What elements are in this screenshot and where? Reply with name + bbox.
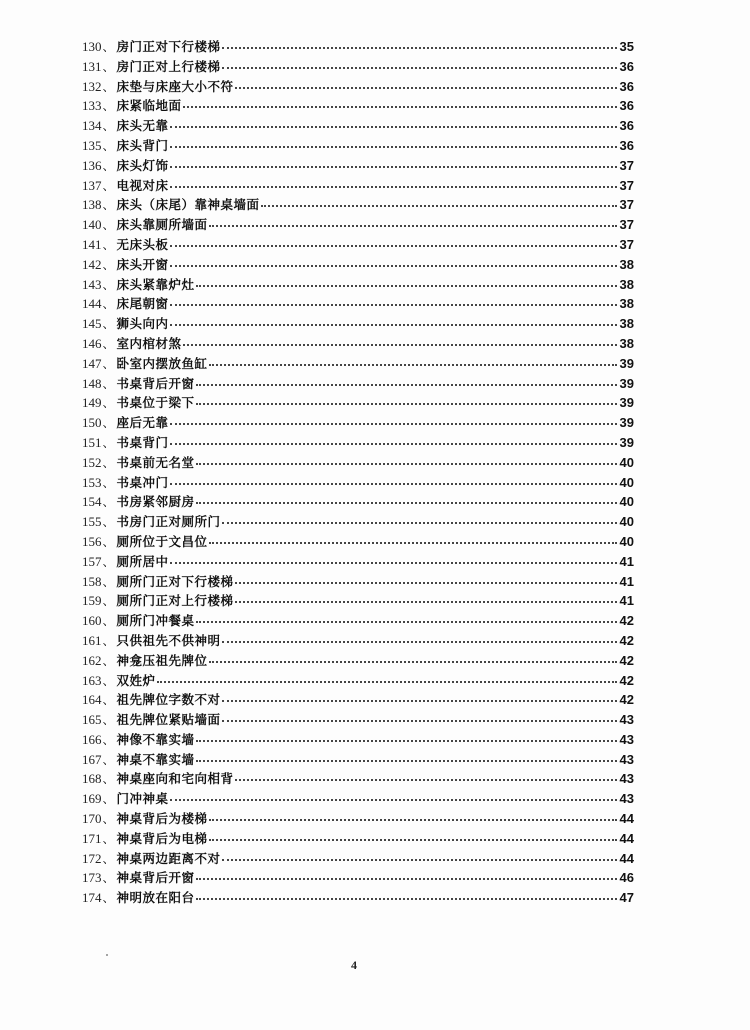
- toc-entry-title: 书桌背门: [116, 434, 169, 450]
- toc-entry-separator: 、: [102, 772, 115, 787]
- toc-entry-number: 154: [82, 494, 102, 510]
- dot-leader: [235, 570, 617, 584]
- toc-entry-separator: 、: [102, 831, 115, 846]
- toc-entry-title: 房门正对下行楼梯: [116, 39, 221, 54]
- dot-leader: [170, 233, 617, 247]
- toc-entry-number: 172: [82, 850, 102, 866]
- toc-entry-page: 41: [619, 593, 634, 609]
- dot-leader: [235, 75, 617, 89]
- toc-entry-title: 室内棺材煞: [116, 335, 182, 351]
- toc-entry-number: 157: [82, 553, 102, 569]
- toc-entry-title: 双姓炉: [116, 672, 156, 688]
- toc-entry-separator: 、: [102, 396, 115, 411]
- dot-leader: [209, 352, 617, 366]
- dot-leader: [222, 847, 617, 861]
- dot-leader: [209, 649, 617, 663]
- dot-leader: [196, 866, 617, 880]
- toc-entry-number: 153: [82, 474, 102, 490]
- dot-leader: [196, 490, 617, 504]
- toc-entry-separator: 、: [102, 554, 115, 569]
- toc-entry-separator: 、: [102, 356, 115, 371]
- toc-entry-number: 142: [82, 256, 102, 272]
- toc-entry-separator: 、: [102, 119, 115, 134]
- toc-entry-number: 167: [82, 751, 102, 767]
- dot-leader: [170, 471, 617, 485]
- toc-entry-separator: 、: [102, 99, 115, 114]
- toc-entry-separator: 、: [102, 40, 115, 54]
- toc-entry-page: 42: [619, 672, 634, 688]
- toc-entry-separator: 、: [102, 257, 115, 272]
- toc-entry-separator: 、: [102, 871, 115, 886]
- toc-entry-number: 133: [82, 98, 102, 114]
- toc-entry-number: 156: [82, 533, 102, 549]
- toc-entry-page: 41: [619, 553, 634, 569]
- toc-entry-page: 36: [619, 58, 634, 74]
- toc-entry-title: 神龛压祖先牌位: [116, 652, 208, 668]
- toc-entry-title: 卧室内摆放鱼缸: [116, 355, 208, 371]
- dot-leader: [170, 154, 617, 168]
- toc-entry-page: 40: [619, 494, 634, 510]
- toc-entry-title: 厕所门正对下行楼梯: [116, 573, 234, 589]
- toc-entry-title: 床头开窗: [116, 256, 169, 272]
- toc-entry-number: 150: [82, 415, 102, 431]
- toc-entry-page: 39: [619, 375, 634, 391]
- dot-leader: [235, 589, 617, 603]
- toc-entry-separator: 、: [102, 277, 115, 292]
- dot-leader: [196, 451, 617, 465]
- toc-entry-separator: 、: [102, 376, 115, 391]
- toc-entry-title: 床头靠厕所墙面: [116, 217, 208, 233]
- toc-entry-title: 门冲神桌: [116, 791, 169, 807]
- toc-entry-title: 神桌不靠实墙: [116, 751, 195, 767]
- toc-entry-separator: 、: [102, 851, 115, 866]
- toc-entry-page: 43: [619, 712, 634, 728]
- toc-entry-separator: 、: [102, 812, 115, 827]
- toc-entry-title: 祖先牌位字数不对: [116, 692, 221, 708]
- dot-leader: [170, 292, 617, 306]
- toc-entry-page: 38: [619, 276, 634, 292]
- toc-entry-page: 39: [619, 415, 634, 431]
- toc-entry-separator: 、: [102, 633, 115, 648]
- toc-entry-title: 床紧临地面: [116, 98, 182, 114]
- toc-entry-separator: 、: [102, 792, 115, 807]
- toc-entry-number: 161: [82, 632, 102, 648]
- toc-entry-number: 132: [82, 78, 102, 94]
- toc-entry-separator: 、: [102, 138, 115, 153]
- toc-entry-title: 神桌座向和宅向相背: [116, 771, 234, 787]
- toc-entry-title: 神桌背后为电梯: [116, 830, 208, 846]
- toc-entry-title: 厕所位于文昌位: [116, 533, 208, 549]
- dot-leader: [170, 174, 617, 188]
- toc-entry-title: 床头紧靠炉灶: [116, 276, 195, 292]
- toc-entry-title: 神桌两边距离不对: [116, 850, 221, 866]
- dot-leader: [196, 609, 617, 623]
- toc-entry-separator: 、: [102, 237, 115, 252]
- toc-entry-separator: 、: [102, 653, 115, 668]
- toc-entry-page: 42: [619, 692, 634, 708]
- toc-entry-number: 130: [82, 39, 102, 54]
- toc-entry-number: 168: [82, 771, 102, 787]
- dot-leader: [222, 35, 617, 49]
- table-of-contents: [82, 37, 634, 908]
- toc-entry-separator: 、: [102, 336, 115, 351]
- toc-entry-page: 43: [619, 751, 634, 767]
- dot-leader: [170, 253, 617, 267]
- dot-leader: [196, 372, 617, 386]
- toc-entry-page: 38: [619, 335, 634, 351]
- toc-entry-page: 40: [619, 533, 634, 549]
- toc-entry-number: 174: [82, 890, 102, 906]
- toc-entry-title: 书房门正对厕所门: [116, 514, 221, 530]
- toc-entry-page: 46: [619, 870, 634, 886]
- toc-entry-number: 151: [82, 434, 102, 450]
- toc-entry-number: 152: [82, 454, 102, 470]
- dot-leader: [222, 708, 617, 722]
- toc-entry-page: 47: [619, 890, 634, 906]
- toc-entry-page: 42: [619, 632, 634, 648]
- toc-entry-page: 44: [619, 830, 634, 846]
- toc-entry-title: 无床头板: [116, 236, 169, 252]
- toc-entry-separator: 、: [102, 178, 115, 193]
- toc-entry-separator: 、: [102, 673, 115, 688]
- toc-entry-page: 42: [619, 613, 634, 629]
- toc-entry-number: 146: [82, 335, 102, 351]
- toc-entry-page: 44: [619, 811, 634, 827]
- toc-entry-number: 141: [82, 236, 102, 252]
- toc-entry-page: 43: [619, 731, 634, 747]
- toc-entry-title: 书桌前无名堂: [116, 454, 195, 470]
- toc-entry-page: 43: [619, 771, 634, 787]
- dot-leader: [183, 94, 617, 108]
- toc-entry-page: 39: [619, 434, 634, 450]
- toc-entry-separator: 、: [102, 475, 115, 490]
- toc-entry-page: 39: [619, 395, 634, 411]
- toc-entry-page: 37: [619, 197, 634, 213]
- toc-entry-number: 165: [82, 712, 102, 728]
- dot-leader: [170, 550, 617, 564]
- toc-entry-page: 39: [619, 355, 634, 371]
- toc-entry-title: 电视对床: [116, 177, 169, 193]
- toc-entry-separator: 、: [102, 455, 115, 470]
- toc-entry-separator: 、: [102, 158, 115, 173]
- toc-entry-number: 148: [82, 375, 102, 391]
- toc-entry-title: 房门正对上行楼梯: [116, 58, 221, 74]
- dot-leader: [222, 688, 617, 702]
- dot-leader: [235, 767, 617, 781]
- toc-entry-title: 床头（床尾）靠神桌墙面: [116, 197, 260, 213]
- toc-entry-separator: 、: [102, 594, 115, 609]
- toc-entry-separator: 、: [102, 79, 115, 94]
- dot-leader: [170, 411, 617, 425]
- scan-speck: [106, 954, 108, 956]
- dot-leader: [170, 312, 617, 326]
- toc-entry-title: 书桌冲门: [116, 474, 169, 490]
- dot-leader: [196, 273, 617, 287]
- dot-leader: [196, 728, 617, 742]
- toc-entry-title: 书桌背后开窗: [116, 375, 195, 391]
- toc-entry-page: 44: [619, 850, 634, 866]
- toc-entry-number: 136: [82, 157, 102, 173]
- toc-entry-number: 162: [82, 652, 102, 668]
- toc-entry-page: 38: [619, 296, 634, 312]
- toc-entry-number: 171: [82, 830, 102, 846]
- dot-leader: [170, 431, 617, 445]
- toc-entry-separator: 、: [102, 515, 115, 530]
- toc-entry-separator: 、: [102, 534, 115, 549]
- toc-entry-title: 厕所居中: [116, 553, 169, 569]
- dot-leader: [157, 669, 617, 683]
- toc-entry-title: 书桌位于梁下: [116, 395, 195, 411]
- toc-entry-title: 厕所门冲餐桌: [116, 613, 195, 629]
- toc-entry-title: 床头背门: [116, 137, 169, 153]
- toc-entry-number: 137: [82, 177, 102, 193]
- toc-entry-title: 只供祖先不供神明: [116, 632, 221, 648]
- toc-entry-number: 131: [82, 58, 102, 74]
- toc-entry-page: 35: [619, 39, 634, 54]
- toc-entry-page: 42: [619, 652, 634, 668]
- toc-entry-number: 158: [82, 573, 102, 589]
- dot-leader: [222, 629, 617, 643]
- toc-entry-number: 140: [82, 217, 102, 233]
- toc-entry-page: 37: [619, 177, 634, 193]
- toc-entry-page: 40: [619, 514, 634, 530]
- toc-entry-title: 狮头向内: [116, 316, 169, 332]
- toc-entry-separator: 、: [102, 59, 115, 74]
- dot-leader: [183, 332, 617, 346]
- toc-entry-separator: 、: [102, 574, 115, 589]
- toc-entry-number: 164: [82, 692, 102, 708]
- toc-entry-number: 149: [82, 395, 102, 411]
- toc-entry-separator: 、: [102, 317, 115, 332]
- toc-entry-number: 170: [82, 811, 102, 827]
- toc-entry-title: 神像不靠实墙: [116, 731, 195, 747]
- toc-entry-page: 40: [619, 454, 634, 470]
- toc-entry-number: 155: [82, 514, 102, 530]
- dot-leader: [170, 134, 617, 148]
- dot-leader: [222, 55, 617, 69]
- toc-entry-number: 160: [82, 613, 102, 629]
- toc-entry-number: 134: [82, 118, 102, 134]
- toc-entry-separator: 、: [102, 198, 115, 213]
- toc-entry-title: 祖先牌位紧贴墙面: [116, 712, 221, 728]
- toc-entry-page: 38: [619, 256, 634, 272]
- toc-entry-page: 37: [619, 157, 634, 173]
- toc-entry-page: 36: [619, 78, 634, 94]
- toc-entry-separator: 、: [102, 435, 115, 450]
- toc-entry-title: 座后无靠: [116, 415, 169, 431]
- toc-entry-separator: 、: [102, 495, 115, 510]
- dot-leader: [196, 748, 617, 762]
- toc-entry-page: 41: [619, 573, 634, 589]
- dot-leader: [209, 530, 617, 544]
- toc-entry-separator: 、: [102, 732, 115, 747]
- toc-entry-number: 144: [82, 296, 102, 312]
- toc-entry-number: 143: [82, 276, 102, 292]
- toc-entry-page: 38: [619, 316, 634, 332]
- toc-entry-number: 159: [82, 593, 102, 609]
- dot-leader: [196, 391, 617, 405]
- dot-leader: [209, 213, 617, 227]
- toc-entry-title: 神桌背后为楼梯: [116, 811, 208, 827]
- toc-entry-page: 40: [619, 474, 634, 490]
- toc-entry-page: 36: [619, 137, 634, 153]
- toc-entry-title: 书房紧邻厨房: [116, 494, 195, 510]
- toc-entry-number: 173: [82, 870, 102, 886]
- toc-entry-separator: 、: [102, 297, 115, 312]
- toc-entry-separator: 、: [102, 693, 115, 708]
- toc-entry-number: 135: [82, 137, 102, 153]
- dot-leader: [209, 827, 617, 841]
- toc-entry-title: 床头灯饰: [116, 157, 169, 173]
- toc-entry-page: 37: [619, 236, 634, 252]
- toc-entry-page: 43: [619, 791, 634, 807]
- toc-entry-number: 166: [82, 731, 102, 747]
- toc-entry-number: 169: [82, 791, 102, 807]
- toc-entry-title: 厕所门正对上行楼梯: [116, 593, 234, 609]
- toc-entry-title: 神明放在阳台: [116, 890, 195, 906]
- toc-entry-number: 163: [82, 672, 102, 688]
- toc-entry[interactable]: [82, 888, 634, 908]
- toc-entry-title: 床尾朝窗: [116, 296, 169, 312]
- toc-entry-title: 神桌背后开窗: [116, 870, 195, 886]
- toc-entry-number: 138: [82, 197, 102, 213]
- toc-entry-page: 36: [619, 98, 634, 114]
- toc-entry-title: 床头无靠: [116, 118, 169, 134]
- dot-leader: [222, 510, 617, 524]
- toc-entry-page: 37: [619, 217, 634, 233]
- toc-entry-separator: 、: [102, 713, 115, 728]
- dot-leader: [170, 114, 617, 128]
- toc-entry-separator: 、: [102, 752, 115, 767]
- page-number: 4: [351, 958, 357, 972]
- dot-leader: [196, 886, 617, 900]
- toc-entry-separator: 、: [102, 891, 115, 906]
- toc-entry-separator: 、: [102, 218, 115, 233]
- toc-entry-title: 床垫与床座大小不符: [116, 78, 234, 94]
- toc-entry-number: 145: [82, 316, 102, 332]
- dot-leader: [261, 193, 617, 207]
- toc-entry-separator: 、: [102, 416, 115, 431]
- dot-leader: [170, 787, 617, 801]
- toc-entry-page: 36: [619, 118, 634, 134]
- toc-entry-separator: 、: [102, 614, 115, 629]
- toc-entry-number: 147: [82, 355, 102, 371]
- dot-leader: [209, 807, 617, 821]
